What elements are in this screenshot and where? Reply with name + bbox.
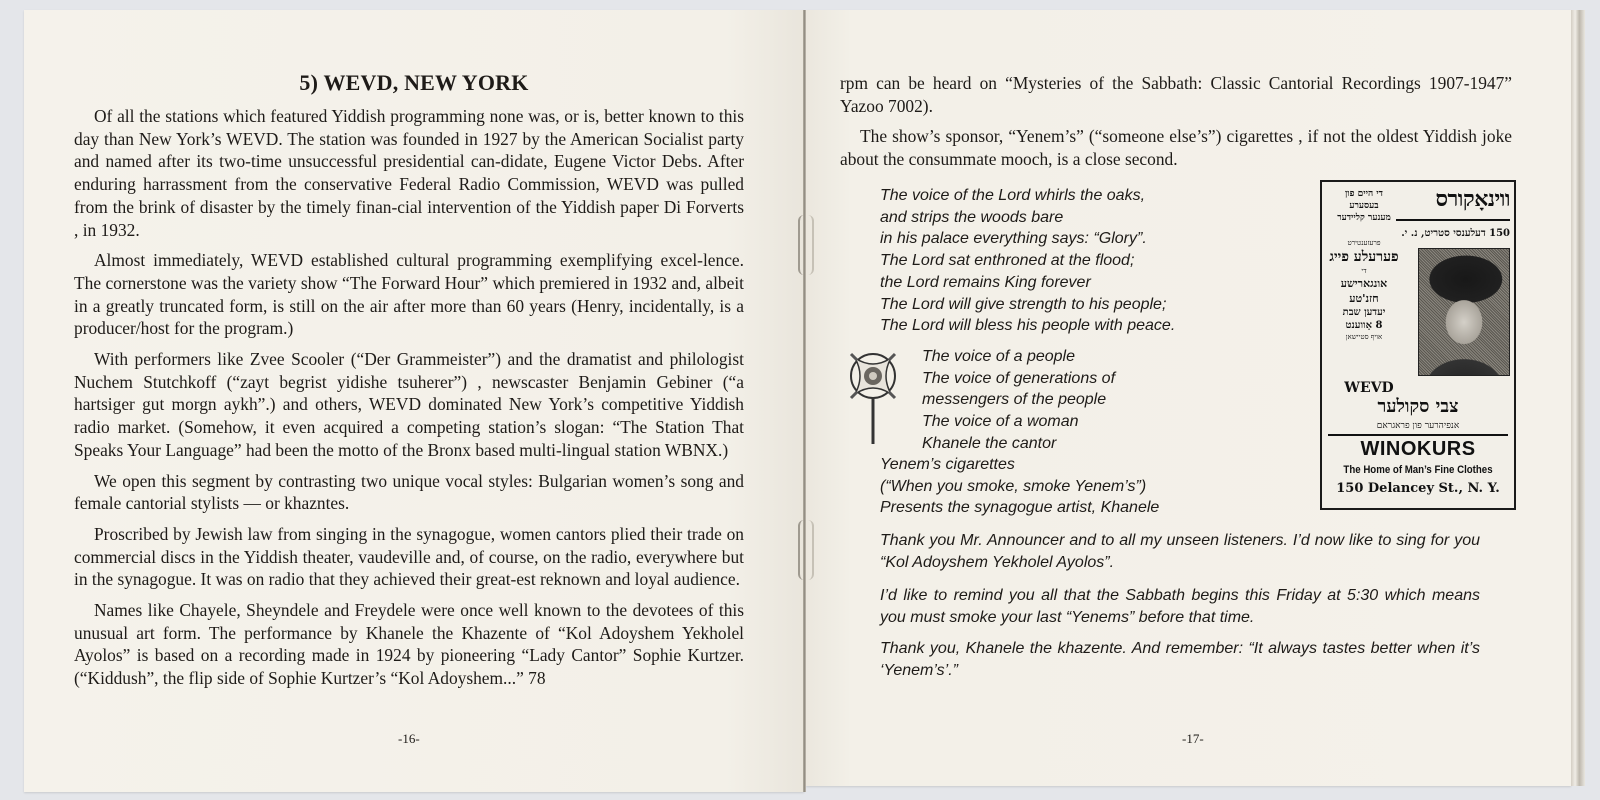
paragraph: We open this segment by contrasting two unique vocal styles: Bulgarian women’s song and female cantorial stylists — or khazntes. bbox=[74, 470, 744, 514]
page-stack-edge bbox=[1571, 10, 1585, 786]
ad-hebrew-line: 8 אָווענט bbox=[1345, 320, 1383, 331]
verse-line: The voice of the Lord whirls the oaks, bbox=[880, 187, 1146, 204]
ad-hebrew-line: חזנ'טע bbox=[1349, 292, 1379, 305]
ad-hebrew-line: פרעזענטירט bbox=[1347, 239, 1381, 247]
divider bbox=[1328, 434, 1508, 436]
verse-line: The voice of generations of bbox=[922, 369, 1116, 387]
paragraph: Names like Chayele, Sheyndele and Freydele were once well known to the devotees of this unusual art form. The performance by Khanele the Khazente of “Kol Adoyshem Yekholel Ayolos” is based on a recording made in 1924 by pioneering “Lady Cantor” Sophie Kurtzer. (“Kiddush”, the flip side of Sophie Kurtzer’s “Kol Adoyshem...” 78 bbox=[74, 600, 744, 689]
verse-line: Presents the synagogue artist, Khanele bbox=[880, 499, 1160, 517]
verse-line: The voice of a people bbox=[922, 348, 1075, 365]
ad-host-role-hebrew: אנפיהרער פון פראגראם bbox=[1376, 421, 1460, 431]
ad-address-hebrew: 150 דעלענסי סטריט, נ. י. bbox=[1401, 228, 1510, 239]
speech-paragraph: Thank you, Khanele the khazente. And remember: “It always tastes better when it’s ‘Yenem’s’.” bbox=[880, 640, 1480, 679]
ad-hebrew-line: מענער קליידער bbox=[1337, 213, 1391, 223]
speech-paragraph: Thank you Mr. Announcer and to all my unseen listeners. I’d now like to sing for you “Kol Adoyshem Yekholel Ayolos”. bbox=[880, 532, 1480, 571]
verse-line: the Lord remains King forever bbox=[880, 273, 1091, 291]
ad-hebrew-column bbox=[1326, 188, 1402, 342]
paragraph: The show’s sponsor, “Yenem’s” (“someone else’s”) cigarettes , if not the oldest Yiddish joke about the consummate mooch, is a close second. bbox=[840, 126, 1512, 170]
verse-line: The voice of a woman bbox=[922, 413, 1079, 431]
staple bbox=[798, 215, 814, 275]
right-page-body bbox=[840, 72, 1512, 179]
verse-line: The Lord sat enthroned at the flood; bbox=[880, 252, 1135, 270]
verse-line: in his palace everything says: “Glory”. bbox=[880, 230, 1147, 248]
ad-brand: WINOKURS bbox=[1360, 438, 1476, 460]
ad-header-hebrew: ווינאָקורס bbox=[1435, 186, 1510, 212]
ad-hebrew-line: די היים פון bbox=[1345, 189, 1383, 199]
ad-performer-hebrew: פערעלע פייג bbox=[1329, 249, 1399, 265]
left-page-body bbox=[74, 105, 744, 698]
radio-microphone-icon bbox=[845, 350, 901, 446]
section-title: 5) WEVD, NEW YORK bbox=[299, 70, 529, 95]
ad-address: 150 Delancey St., N. Y. bbox=[1336, 481, 1500, 496]
paragraph: Almost immediately, WEVD established cultural programming exemplifying excel-lence. The cornerstone was the variety show “The Forward Hour” which premiered in 1932 and, albeit in a greatly truncated form, is still on the air after more than 60 years (Henry, incidentally, is a producer/host for the program.) bbox=[74, 250, 744, 339]
paragraph: Of all the stations which featured Yiddish programming none was, or is, better known to this day than New York’s WEVD. The station was founded in 1927 by the American Socialist party and named after its two-time unsuccessful presidential can-didate, Eugene Victor Debs. After enduring harrassment from the conservative Federal Radio Commission, WEVD was pulled from the brink of disaster by the timely finan-cial intervention of the Yiddish paper Di Forverts , in 1932. bbox=[74, 106, 744, 240]
booklet-spine bbox=[803, 10, 806, 792]
verse-line: The Lord will bless his people with peace. bbox=[880, 317, 1176, 335]
sponsor-verse bbox=[880, 454, 1310, 519]
verse-line: messengers of the people bbox=[922, 391, 1107, 409]
ad-hebrew-line: אונגארישע bbox=[1340, 277, 1388, 290]
paragraph: With performers like Zvee Scooler (“Der Grammeister”) and the dramatist and philologist Nuchem Stutchkoff (“zayt begrist yidishe tsuherer”) , newscaster Benjamin Gebiner (“a hartsiger gut morgn aykh”.) and others, WEVD dominated New York’s competitive Yiddish radio market. (Somehow, it even acquired a competing station’s slogan: “The Station That Speaks Your Language” had been the motto of the Bronx based multi-lingual station WBNX.) bbox=[74, 349, 744, 460]
speech-paragraph: I’d like to remind you all that the Sabbath begins this Friday at 5:30 which means you must smoke your last “Yenems” before that time. bbox=[880, 587, 1480, 626]
verse-line: (“When you smoke, smoke Yenem’s”) bbox=[880, 477, 1147, 495]
page-number: -16- bbox=[398, 731, 420, 746]
verse-line: Khanele the cantor bbox=[922, 434, 1057, 452]
paragraph: Proscribed by Jewish law from singing in the synagogue, women cantors plied their trade on commercial discs in the Yiddish theater, vaudeville and, of course, on the radio, everywhere but in the synagogue. It was on radio that they achieved their great-est reknown and loyal audience. bbox=[74, 523, 744, 590]
ad-station: WEVD bbox=[1344, 380, 1394, 396]
ad-host-hebrew: צבי סקולער bbox=[1377, 396, 1459, 417]
page-number: -17- bbox=[1182, 731, 1204, 746]
ad-tagline: The Home of Man’s Fine Clothes bbox=[1343, 464, 1493, 476]
ad-hebrew-line: יעדען שבת bbox=[1342, 307, 1386, 318]
verse-line: The Lord will give strength to his people; bbox=[880, 295, 1167, 313]
ad-hebrew-line: די bbox=[1361, 267, 1367, 275]
paragraph: rpm can be heard on “Mysteries of the Sabbath: Classic Cantorial Recordings 1907-1947” Yazoo 7002). bbox=[840, 73, 1512, 116]
winokurs-advertisement bbox=[1320, 180, 1516, 510]
ad-hebrew-line: בעסערע bbox=[1349, 201, 1379, 211]
announcer-verse bbox=[922, 346, 1312, 455]
divider bbox=[1396, 219, 1510, 221]
performer-photo bbox=[1418, 248, 1510, 376]
psalm-verse bbox=[880, 185, 1310, 337]
verse-line: and strips the woods bare bbox=[880, 208, 1064, 226]
ad-hebrew-line: אויף סטיישאן bbox=[1345, 333, 1383, 341]
verse-line: Yenem’s cigarettes bbox=[880, 456, 1015, 473]
staple bbox=[798, 520, 814, 580]
